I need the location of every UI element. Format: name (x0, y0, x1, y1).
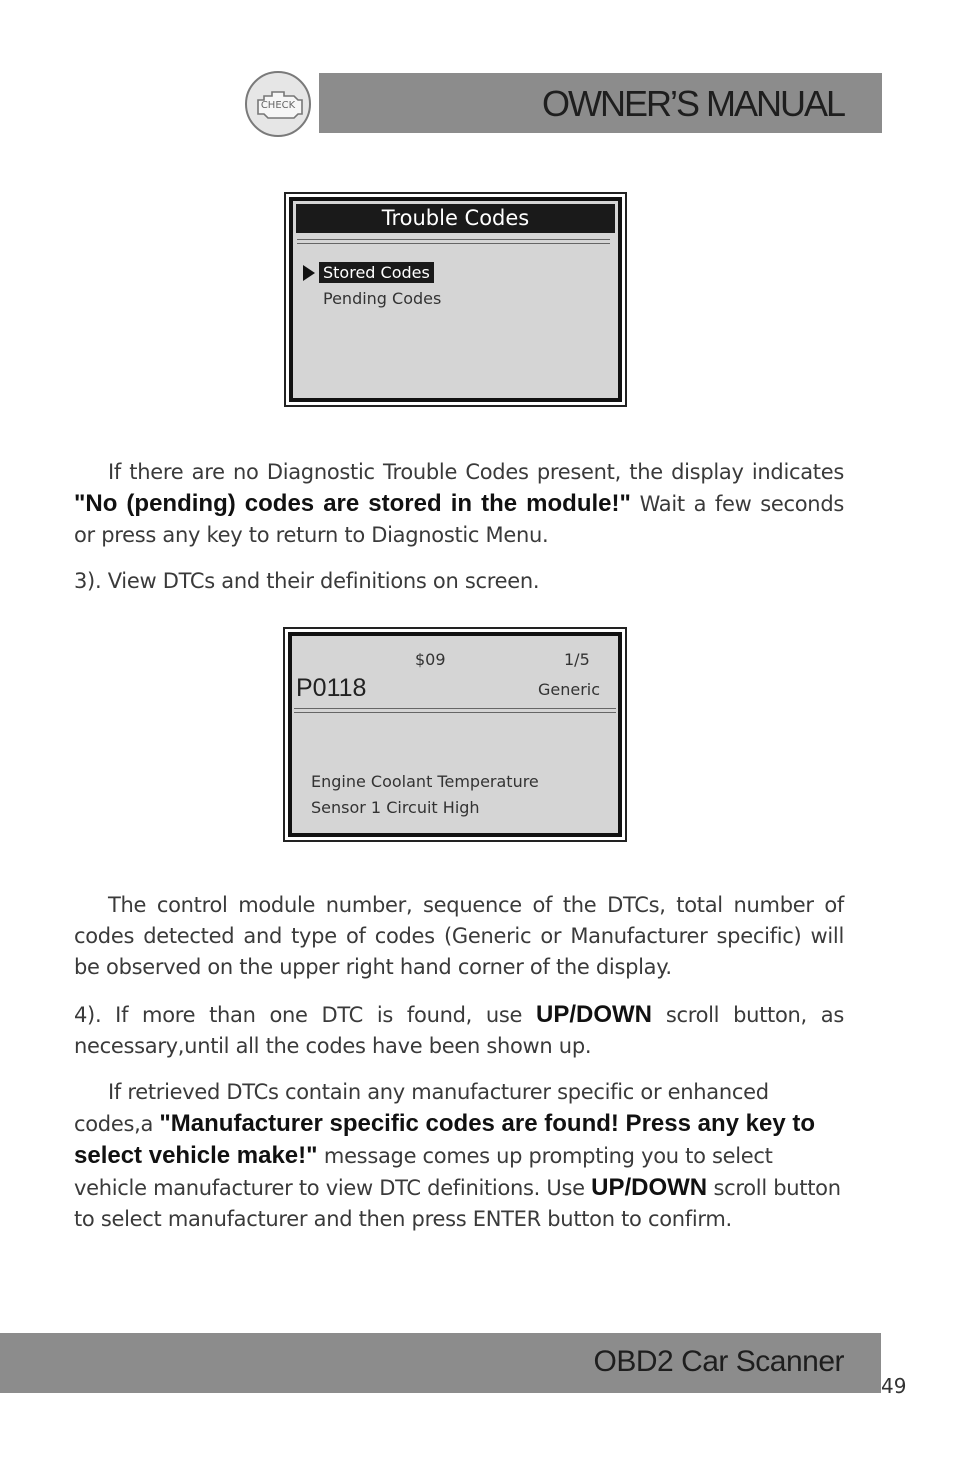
paragraph-no-codes (74, 457, 844, 551)
text: scroll button, as necessary,until all the codes have been shown up. (74, 1003, 844, 1058)
screen-divider (297, 239, 610, 244)
scanner-screen-dtc (283, 627, 627, 842)
dtc-code: P0118 (296, 674, 367, 702)
text: 4). If more than one DTC is found, use (74, 1003, 536, 1027)
dtc-type: Generic (538, 680, 601, 699)
text: Wait a few seconds or press any key to return to Diagnostic Menu. (74, 492, 844, 547)
menu-item-stored-codes[interactable]: Stored Codes (319, 262, 434, 283)
text: scroll button to select manufacturer and then press ENTER button to confirm. (74, 1176, 841, 1231)
screen-title: Trouble Codes (296, 204, 615, 233)
check-engine-icon (244, 70, 312, 138)
page-number: 49 (881, 1374, 907, 1398)
header-bar (319, 73, 882, 133)
scanner-screen-trouble-codes (284, 192, 627, 407)
menu-item-pending-codes[interactable]: Pending Codes (323, 289, 442, 308)
text: If retrieved DTCs contain any manufacturer specific or enhanced codes,a (74, 1080, 769, 1136)
dtc-definition-line1: Engine Coolant Temperature (311, 772, 539, 791)
step-3: 3). View DTCs and their definitions on screen. (74, 569, 540, 593)
text: If there are no Diagnostic Trouble Codes present, the display indicates (108, 460, 844, 484)
paragraph-display-info: The control module number, sequence of the DTCs, total number of codes detected and type of codes (Generic or Manufacturer specific) will be observed on the upper right hand corner of the display. (74, 893, 844, 979)
manual-title: OWNER’S MANUAL (541, 83, 844, 124)
dtc-sequence: 1/5 (564, 650, 590, 669)
product-name: OBD2 Car Scanner (593, 1345, 844, 1378)
module-number: $09 (415, 650, 446, 669)
step-4 (74, 999, 844, 1062)
text: message comes up prompting you to select vehicle manufacturer to view DTC definitions. Use (74, 1144, 773, 1200)
button-name: UP/DOWN (535, 1001, 652, 1028)
message-text: "Manufacturer specific codes are found! Press any key to select vehicle make!" (74, 1110, 815, 1169)
selection-arrow-icon (303, 265, 315, 281)
dtc-definition-line2: Sensor 1 Circuit High (311, 798, 480, 817)
paragraph-manufacturer-codes (74, 1077, 844, 1235)
logo-text: CHECK (260, 100, 296, 111)
footer-bar (0, 1333, 881, 1393)
message-text: "No (pending) codes are stored in the module!" (74, 490, 631, 517)
screen-divider (294, 708, 616, 713)
button-name: UP/DOWN (591, 1174, 708, 1201)
